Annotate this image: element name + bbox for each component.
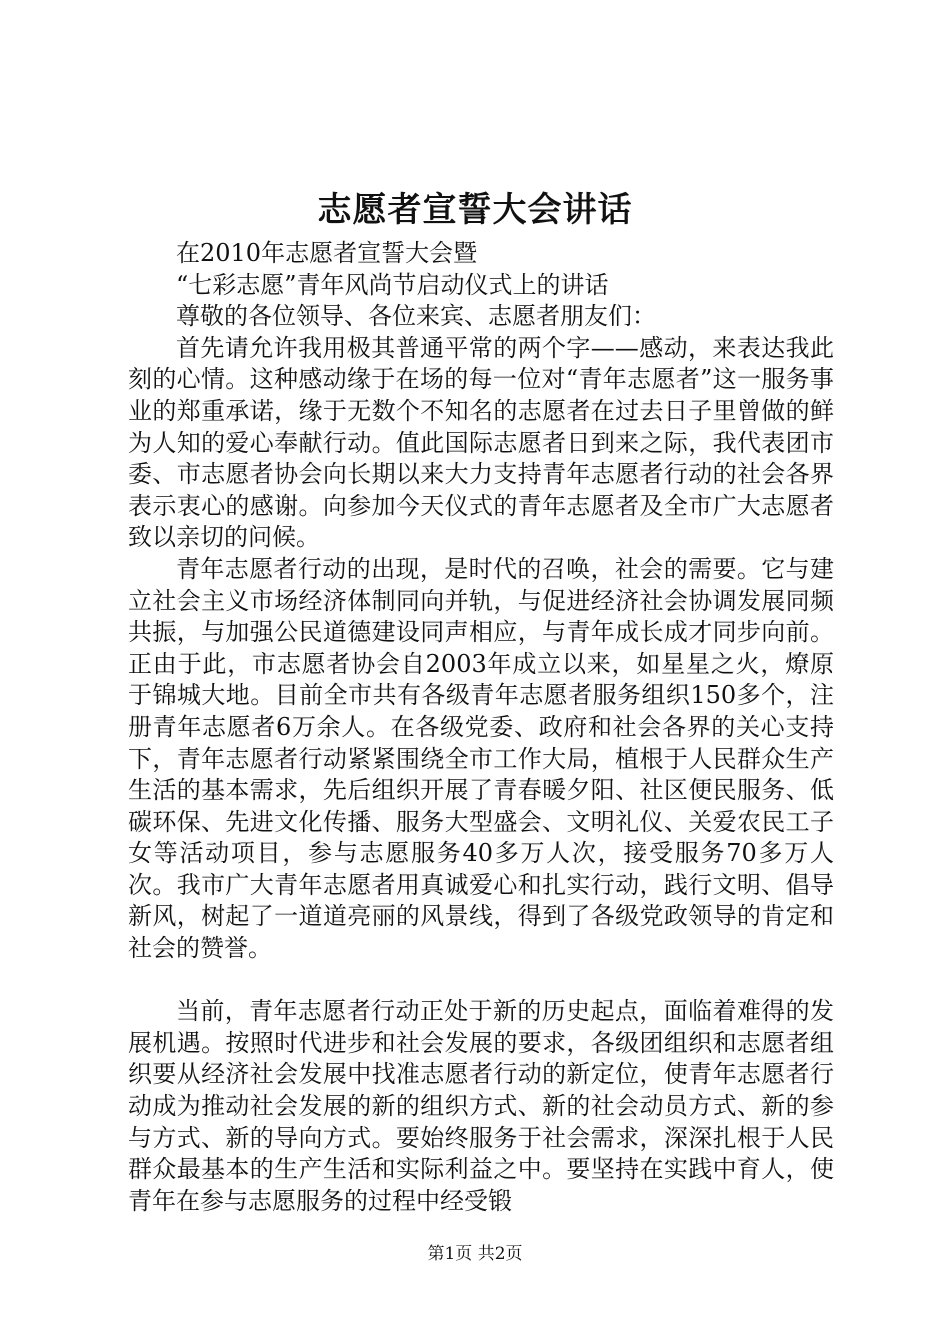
paragraph: 首先请允许我用极其普通平常的两个字——感动，来表达我此刻的心情。这种感动缘于在场的每一位对“青年志愿者”这一服务事业的郑重承诺，缘于无数个不知名的志愿者在过去日子里曾做的鲜为人知的爱心奉献行动。值此国际志愿者日到来之际，我代表团市委、市志愿者协会向长期以来大力支持青年志愿者行动的社会各界表示衷心的感谢。向参加今天仪式的青年志愿者及全市广大志愿者致以亲切的问候。: [128, 333, 834, 552]
page-footer: 第1页 共2页: [427, 1244, 523, 1264]
greeting: 尊敬的各位领导、各位来宾、志愿者朋友们：: [176, 302, 656, 331]
subtitle-line-2: “七彩志愿”青年风尚节启动仪式上的讲话: [176, 270, 609, 299]
paragraph: 当前，青年志愿者行动正处于新的历史起点，面临着难得的发展机遇。按照时代进步和社会发展的要求，各级团组织和志愿者组织要从经济社会发展中找准志愿者行动的新定位，使青年志愿者行动成为推动社会发展的新的组织方式、新的社会动员方式、新的参与方式、新的导向方式。要始终服务于社会需求，深深扎根于人民群众最基本的生产生活和实际利益之中。要坚持在实践中育人，使青年在参与志愿服务的过程中经受锻: [128, 997, 834, 1215]
subtitle-line-1: 在2010年志愿者宣誓大会暨: [176, 239, 478, 267]
document-body: [128, 238, 834, 1217]
paragraph: 青年志愿者行动的出现，是时代的召唤，社会的需要。它与建立社会主义市场经济体制同向并轨，与促进经济社会协调发展同频共振，与加强公民道德建设同声相应，与青年成长成才同步向前。正由于此，市志愿者协会自2003年成立以来，如星星之火，燎原于锦城大地。目前全市共有各级青年志愿者服务组织150多个，注册青年志愿者6万余人。在各级党委、政府和社会各界的关心支持下，青年志愿者行动紧紧围绕全市工作大局，植根于人民群众生产生活的基本需求，先后组织开展了青春暖夕阳、社区便民服务、低碳环保、先进文化传播、服务大型盛会、文明礼仪、关爱农民工子女等活动项目，参与志愿服务40多万人次，接受服务70多万人次。我市广大青年志愿者用真诚爱心和扎实行动，践行文明、倡导新风，树起了一道道亮丽的风景线，得到了各级党政领导的肯定和社会的赞誉。: [128, 554, 834, 963]
document-title: 志愿者宣誓大会讲话: [317, 190, 633, 230]
